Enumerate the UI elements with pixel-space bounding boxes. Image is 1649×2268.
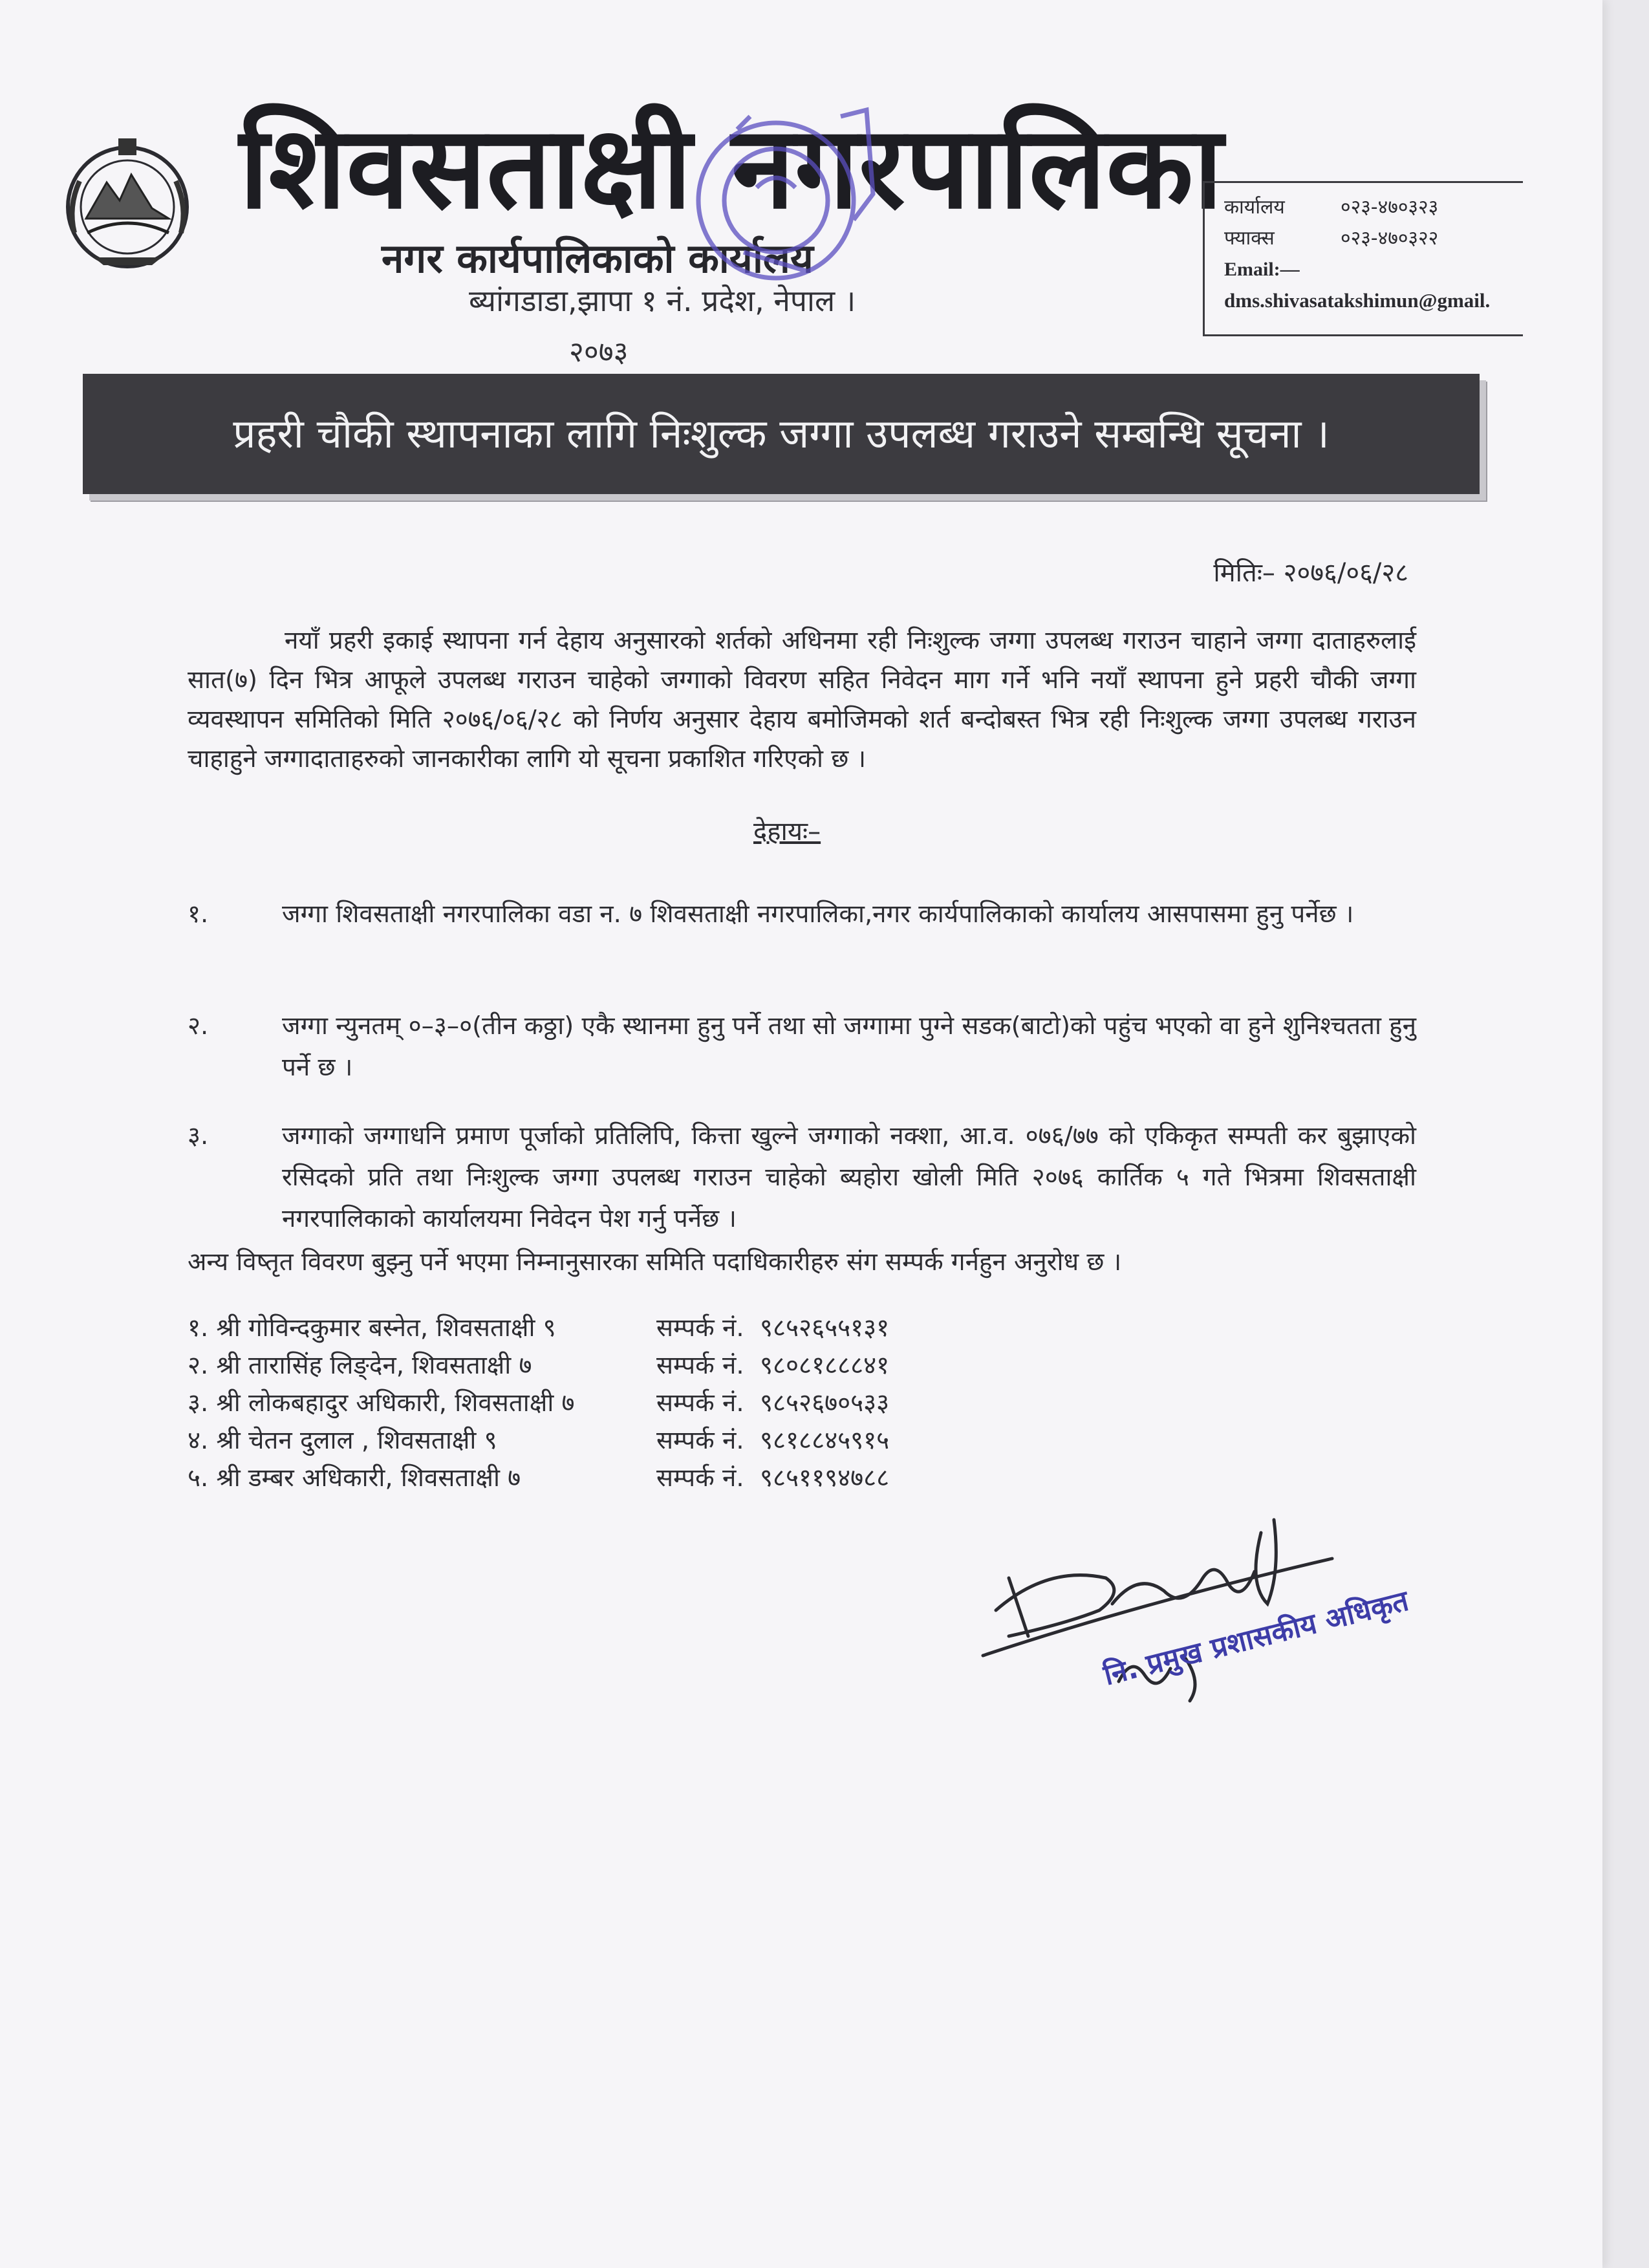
fax-label: फ्याक्स: [1224, 227, 1275, 250]
official-stamp-icon: [679, 91, 899, 323]
member-name: २. श्री तारासिंह लिङ्देन, शिवसताक्षी ७: [188, 1351, 532, 1380]
member-name: १. श्री गोविन्दकुमार बस्नेत, शिवसताक्षी ९: [188, 1313, 556, 1343]
clause-text: जग्गा न्युनतम् ०–३–०(तीन कठ्ठा) एकै स्थानमा हुनु पर्ने तथा सो जग्गामा पुग्ने सडक(बाटो)को पहुंच भएको वा हुने शुनिश्चतता हुनु पर्ने छ ।: [282, 1011, 1416, 1082]
notice-title: प्रहरी चौकी स्थापनाका लागि निःशुल्क जग्गा उपलब्ध गराउने सम्बन्धि सूचना ।: [233, 410, 1330, 457]
office-phone-row: [1224, 192, 1523, 223]
signatory-title: नि. प्रमुख प्रशासकीय अधिकृत: [1100, 1584, 1412, 1692]
contact-label: सम्पर्क नं.: [656, 1426, 744, 1455]
fax-row: [1224, 223, 1523, 254]
clause-item: [188, 1006, 1416, 1088]
notice-intro-paragraph: नयाँ प्रहरी इकाई स्थापना गर्न देहाय अनुसारको शर्तको अधिनमा रही निःशुल्क जग्गा उपलब्ध गराउन चाहाने जग्गा दाताहरुलाई सात(७) दिन भित्र आफूले उपलब्ध गराउन चाहेको जग्गाको विवरण सहित निवेदन माग गर्ने भनि नयाँ स्थापना हुने प्रहरी चौकी जग्गा व्यवस्थापन समितिको मिति २०७६/०६/२८ को निर्णय अनुसार देहाय बमोजिमको शर्त बन्दोबस्त भित्र रही निःशुल्क जग्गा उपलब्ध गराउन चाहाहुने जग्गादाताहरुको जानकारीका लागि यो सूचना प्रकाशित गरिएको छ ।: [188, 626, 1416, 773]
member-name: ३. श्री लोकबहादुर अधिकारी, शिवसताक्षी ७: [188, 1388, 575, 1418]
office-phone-value: ०२३-४७०३२३: [1341, 196, 1439, 219]
clause-item: [188, 894, 1416, 935]
notice-date: मितिः– २०७६/०६/२८: [1213, 558, 1408, 588]
member-name: ५. श्री डम्बर अधिकारी, शिवसताक्षी ७: [188, 1463, 521, 1493]
member-name: ४. श्री चेतन दुलाल , शिवसताक्षी ९: [188, 1426, 497, 1455]
list-item: [188, 1422, 1093, 1460]
clause-item: [188, 1116, 1416, 1240]
notice-title-banner: [83, 374, 1480, 494]
clause-text: जग्गा शिवसताक्षी नगरपालिका वडा न. ७ शिवसताक्षी नगरपालिका,नगर कार्यपालिकाको कार्यालय आसपासमा हुनु पर्नेछ ।: [282, 900, 1354, 929]
office-subtitle: नगर कार्यपालिकाको कार्यालय: [382, 235, 814, 282]
list-item: [188, 1347, 1093, 1385]
contact-box: [1203, 181, 1523, 336]
email-label: Email:—: [1224, 259, 1300, 280]
clause-number: १.: [188, 900, 209, 929]
member-phone: ९८५११९४७८८: [760, 1463, 890, 1493]
list-item: [188, 1385, 1093, 1422]
nepal-emblem-icon: [55, 136, 200, 272]
email-value: dms.shivasatakshimun@gmail.: [1224, 289, 1491, 312]
contact-label: सम्पर्क नं.: [656, 1351, 744, 1380]
conditions-heading: देहायः–: [753, 817, 821, 847]
member-phone: ९८५२६७०५३३: [760, 1388, 890, 1418]
member-phone: ९८१८८४५९१५: [760, 1426, 890, 1455]
office-phone-label: कार्यालय: [1224, 196, 1285, 219]
member-phone: ९८५२६५५१३१: [760, 1313, 890, 1343]
contact-label: सम्पर्क नं.: [656, 1313, 744, 1343]
fax-value: ०२३-४७०३२२: [1341, 227, 1439, 250]
clause-text: जग्गाको जग्गाधनि प्रमाण पूर्जाको प्रतिलिपि, कित्ता खुल्ने जग्गाको नक्शा, आ.व. ०७६/७७ को एकिकृत सम्पती कर बुझाएको रसिदको प्रति तथा निःशुल्क जग्गा उपलब्ध गराउन चाहेको ब्यहोरा खोली मिति २०७६ कार्तिक ५ गते भित्रमा शिवसताक्षी नगरपालिकाको कार्यालयमा निवेदन पेश गर्नु पर्नेछ ।: [282, 1121, 1416, 1233]
list-item: [188, 1310, 1093, 1347]
office-address: ब्यांगडाडा,झापा १ नं. प्रदेश, नेपाल ।: [469, 283, 856, 318]
closing-request: अन्य विष्तृत विवरण बुझ्नु पर्ने भएमा निम्नानुसारका समिति पदाधिकारीहरु संग सम्पर्क गर्नहुन अनुरोध छ ।: [188, 1247, 1122, 1277]
office-title: शिवसताक्षी नगरपालिका: [239, 102, 1223, 234]
list-item: [188, 1460, 1093, 1497]
contact-label: सम्पर्क नं.: [656, 1388, 744, 1418]
member-phone: ९८०८१८८८४१: [760, 1351, 890, 1380]
contact-label: सम्पर्क नं.: [656, 1463, 744, 1493]
clause-number: २.: [188, 1011, 209, 1041]
committee-contact-list: [188, 1310, 1093, 1497]
established-year: २०७३: [569, 336, 629, 369]
clause-number: ३.: [188, 1121, 209, 1150]
